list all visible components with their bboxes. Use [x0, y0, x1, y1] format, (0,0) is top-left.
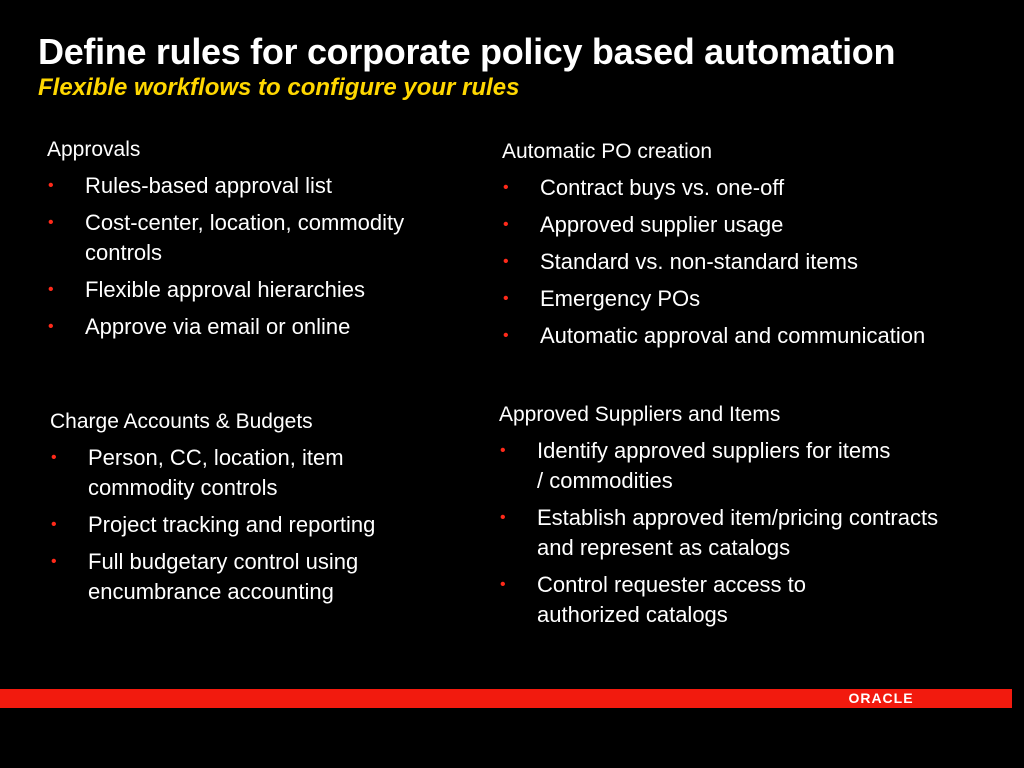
- slide-subtitle: Flexible workflows to configure your rules: [38, 74, 520, 101]
- list-item-text: Flexible approval hierarchies: [85, 277, 366, 302]
- section-approvals: [47, 135, 467, 349]
- list-item: [47, 171, 467, 201]
- bullet-icon: •: [500, 576, 506, 593]
- list-item: [47, 312, 467, 342]
- list-item: [47, 208, 465, 268]
- list-item-text: Rules-based approval list: [85, 173, 333, 198]
- bullet-list: [502, 173, 1002, 351]
- list-item: [502, 173, 1002, 203]
- list-item-text: Project tracking and reporting: [88, 512, 376, 537]
- list-item-text: Approved supplier usage: [540, 212, 784, 237]
- bullet-icon: •: [51, 449, 57, 466]
- list-item: [50, 443, 388, 503]
- list-item-text: Emergency POs: [540, 286, 701, 311]
- list-item-text: Person, CC, location, item commodity controls: [88, 445, 344, 500]
- list-item: [502, 284, 1002, 314]
- list-item: [502, 321, 1002, 351]
- bullet-icon: •: [48, 281, 54, 298]
- bullet-icon: •: [503, 327, 509, 344]
- list-item-text: Control requester access to authorized catalogs: [537, 572, 807, 627]
- section-automatic-po: [502, 137, 1002, 358]
- bullet-icon: •: [51, 553, 57, 570]
- bullet-icon: •: [503, 290, 509, 307]
- section-approved-suppliers: [499, 400, 979, 637]
- list-item: [499, 570, 897, 630]
- section-heading: Charge Accounts & Budgets: [50, 410, 313, 433]
- list-item: [50, 547, 418, 607]
- bullet-icon: •: [48, 318, 54, 335]
- slide-title: Define rules for corporate policy based automation: [38, 31, 896, 72]
- list-item-text: Cost-center, location, commodity controls: [85, 210, 405, 265]
- bullet-list: [499, 436, 979, 630]
- bullet-icon: •: [503, 179, 509, 196]
- bullet-list: [50, 443, 470, 607]
- list-item-text: Standard vs. non-standard items: [540, 249, 858, 274]
- section-heading: Approvals: [47, 138, 141, 161]
- bullet-icon: •: [503, 253, 509, 270]
- bullet-icon: •: [500, 509, 506, 526]
- list-item: [50, 510, 470, 540]
- bullet-icon: •: [51, 516, 57, 533]
- section-charge-accounts: [50, 407, 470, 614]
- oracle-logo: ORACLE: [848, 690, 914, 706]
- bullet-icon: •: [503, 216, 509, 233]
- list-item-text: Identify approved suppliers for items / commodities: [537, 438, 891, 493]
- section-heading: Automatic PO creation: [502, 140, 713, 163]
- list-item-text: Contract buys vs. one-off: [540, 175, 785, 200]
- list-item-text: Establish approved item/pricing contracts and represent as catalogs: [537, 505, 939, 560]
- bullet-list: [47, 171, 467, 342]
- list-item-text: Automatic approval and communication: [540, 323, 926, 348]
- bullet-icon: •: [48, 177, 54, 194]
- list-item-text: Full budgetary control using encumbrance accounting: [88, 549, 359, 604]
- list-item: [47, 275, 467, 305]
- list-item-text: Approve via email or online: [85, 314, 351, 339]
- list-item: [499, 436, 897, 496]
- bullet-icon: •: [500, 442, 506, 459]
- bullet-icon: •: [48, 214, 54, 231]
- list-item: [502, 247, 1002, 277]
- list-item: [502, 210, 1002, 240]
- list-item: [499, 503, 957, 563]
- section-heading: Approved Suppliers and Items: [499, 403, 781, 426]
